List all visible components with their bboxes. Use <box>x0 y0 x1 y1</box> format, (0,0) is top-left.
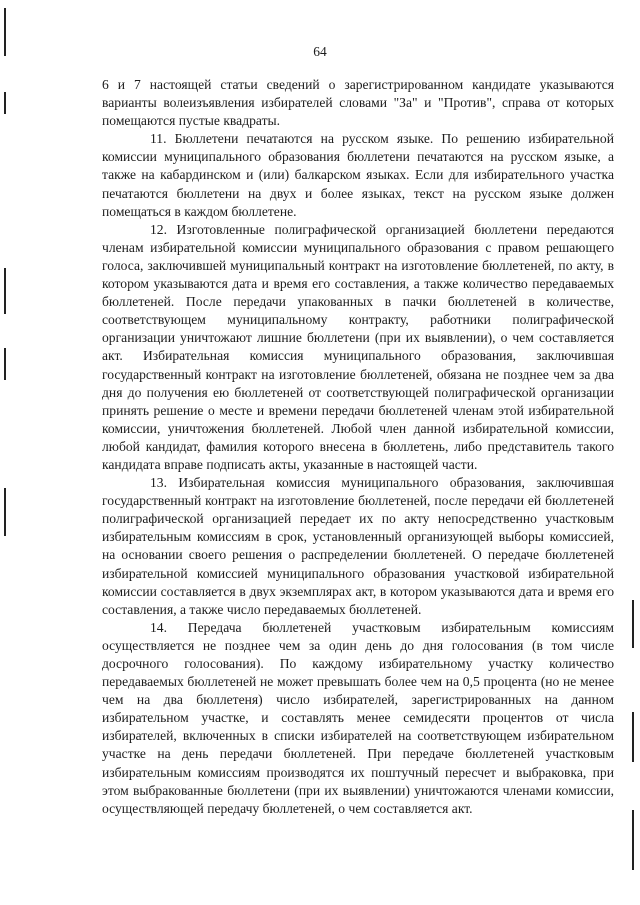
scan-edge-mark <box>4 8 6 56</box>
paragraph-11: 11. Бюллетени печатаются на русском языке. По решению избирательной комиссии муниципального образования бюллетени печатаются на русском языке, а также на кабардинском и (или) балкарском языках. Если для избирательного участка печатаются бюллетени на двух и более языках, текст на русском языке должен помещаться в каждом бюллетене. <box>102 131 614 219</box>
scan-edge-mark <box>632 712 634 762</box>
page-number: 64 <box>313 44 327 59</box>
scan-edge-mark <box>632 600 634 648</box>
scan-edge-mark <box>4 92 6 114</box>
scan-edge-mark <box>4 348 6 380</box>
scan-edge-mark <box>4 268 6 314</box>
scan-edge-mark <box>4 488 6 536</box>
paragraph-12: 12. Изготовленные полиграфической организацией бюллетени передаются членам избирательной комиссии муниципального образования с правом решающего голоса, заключившей муниципальный контракт на изготовление бюллетеней, по акту, в котором указываются дата и время его составления, а также количество передаваемых бюллетеней. После передачи упакованных в пачки бюллетеней в количестве, соответствующем муниципальному контракту, работники полиграфической организации уничтожают лишние бюллетени (при их выявлении), о чем составляется акт. Избирательная комиссия муниципального образования, заключившая государственный контракт на изготовление бюллетеней, обязана не позднее чем за два дня до получения ею бюллетеней от соответствующей полиграфической организации принять решение о месте и времени передачи бюллетеней членам этой избирательной комиссии, уничтожения бюллетеней. Любой член данной избирательной комиссии, любой кандидат, фамилия которого внесена в бюллетень, либо представитель такого кандидата вправе подписать акты, указанные в настоящей части. <box>102 221 614 472</box>
paragraph-continuation: 6 и 7 настоящей статьи сведений о зарегистрированном кандидате указываются варианты волеизъявления избирателей словами "За" и "Против", справа от которых помещаются пустые квадраты. <box>102 77 614 129</box>
scan-edge-mark <box>632 810 634 870</box>
paragraph-14: 14. Передача бюллетеней участковым избирательным комиссиям осуществляется не позднее чем за один день до дня голосования (в том числе досрочного голосования). По каждому избирательному участку количество передаваемых бюллетеней не может превышать более чем на 0,5 процента (но не менее чем на два бюллетеня) число избирателей, зарегистрированных на данном избирательном участке, и составлять менее семидесяти процентов от числа избирателей, включенных в списки избирателей на соответствующем избирательном участке на день передачи бюллетеней. При передаче бюллетеней участковым избирательным комиссиям производятся их поштучный пересчет и выбраковка, при этом выбракованные бюллетени (при их выявлении) уничтожаются членами комиссии, осуществляющей передачу бюллетеней, о чем составляется акт. <box>102 619 614 816</box>
paragraph-13: 13. Избирательная комиссия муниципального образования, заключившая государственный контракт на изготовление бюллетеней, после передачи ей бюллетеней полиграфической организацией передает их по акту непосредственно участковым избирательным комиссиям в срок, установленный организующей выборы комиссией, на основании своего решения о распределении бюллетеней. О передаче бюллетеней избирательной комиссией муниципального образования участковой избирательной комиссии составляется в двух экземплярах акт, в котором указываются дата и время его составления, а также число передаваемых бюллетеней. <box>102 475 614 617</box>
document-body <box>102 76 614 818</box>
